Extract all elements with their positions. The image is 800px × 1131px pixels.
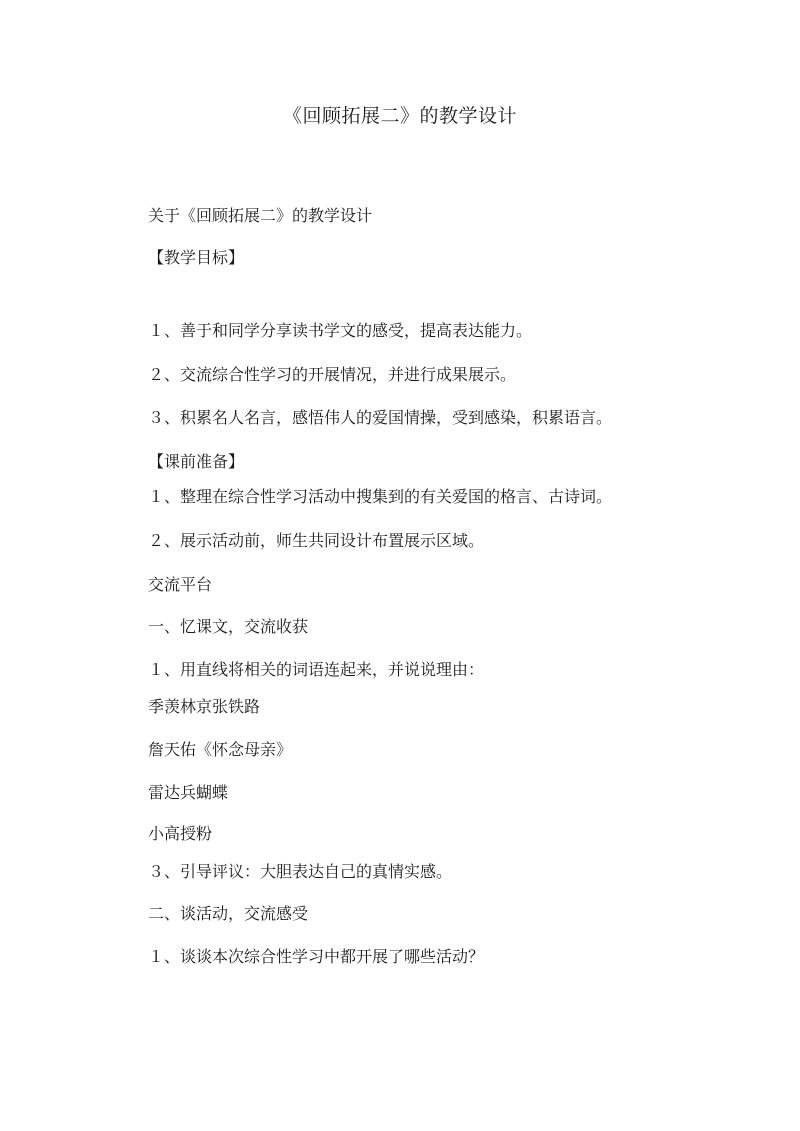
objective-item-2: ２、交流综合性学习的开展情况，并进行成果展示。 (148, 365, 517, 384)
section-heading-objectives: 【教学目标】 (148, 248, 245, 267)
subtitle-line: 关于《回顾拓展二》的教学设计 (148, 206, 373, 225)
review-item-3: ３、引导评议：大胆表达自己的真情实感。 (148, 862, 453, 881)
document-title: 《回顾拓展二》的教学设计 (282, 105, 517, 127)
section-heading-preparation: 【课前准备】 (148, 452, 245, 471)
part-heading-2: 二、谈活动，交流感受 (148, 904, 309, 923)
activity-question-1: １、谈谈本次综合性学习中都开展了哪些活动？ (148, 947, 485, 966)
preparation-item-1: １、整理在综合性学习活动中搜集到的有关爱国的格言、古诗词。 (148, 487, 613, 506)
objective-item-1: １、善于和同学分享读书学文的感受，提高表达能力。 (148, 321, 533, 340)
part-heading-1: 一、忆课文，交流收获 (148, 617, 309, 636)
match-row-2: 詹天佑《怀念母亲》 (148, 740, 293, 759)
section-heading-exchange: 交流平台 (148, 575, 213, 594)
objective-item-3: ３、积累名人名言，感悟伟人的爱国情操，受到感染，积累语言。 (148, 408, 613, 427)
match-row-4: 小高授粉 (148, 824, 213, 843)
match-row-3: 雷达兵蝴蝶 (148, 783, 229, 802)
match-row-1: 季羡林京张铁路 (148, 697, 261, 716)
exercise-instruction: １、用直线将相关的词语连起来，并说说理由： (148, 660, 485, 679)
preparation-item-2: ２、展示活动前，师生共同设计布置展示区域。 (148, 531, 485, 550)
